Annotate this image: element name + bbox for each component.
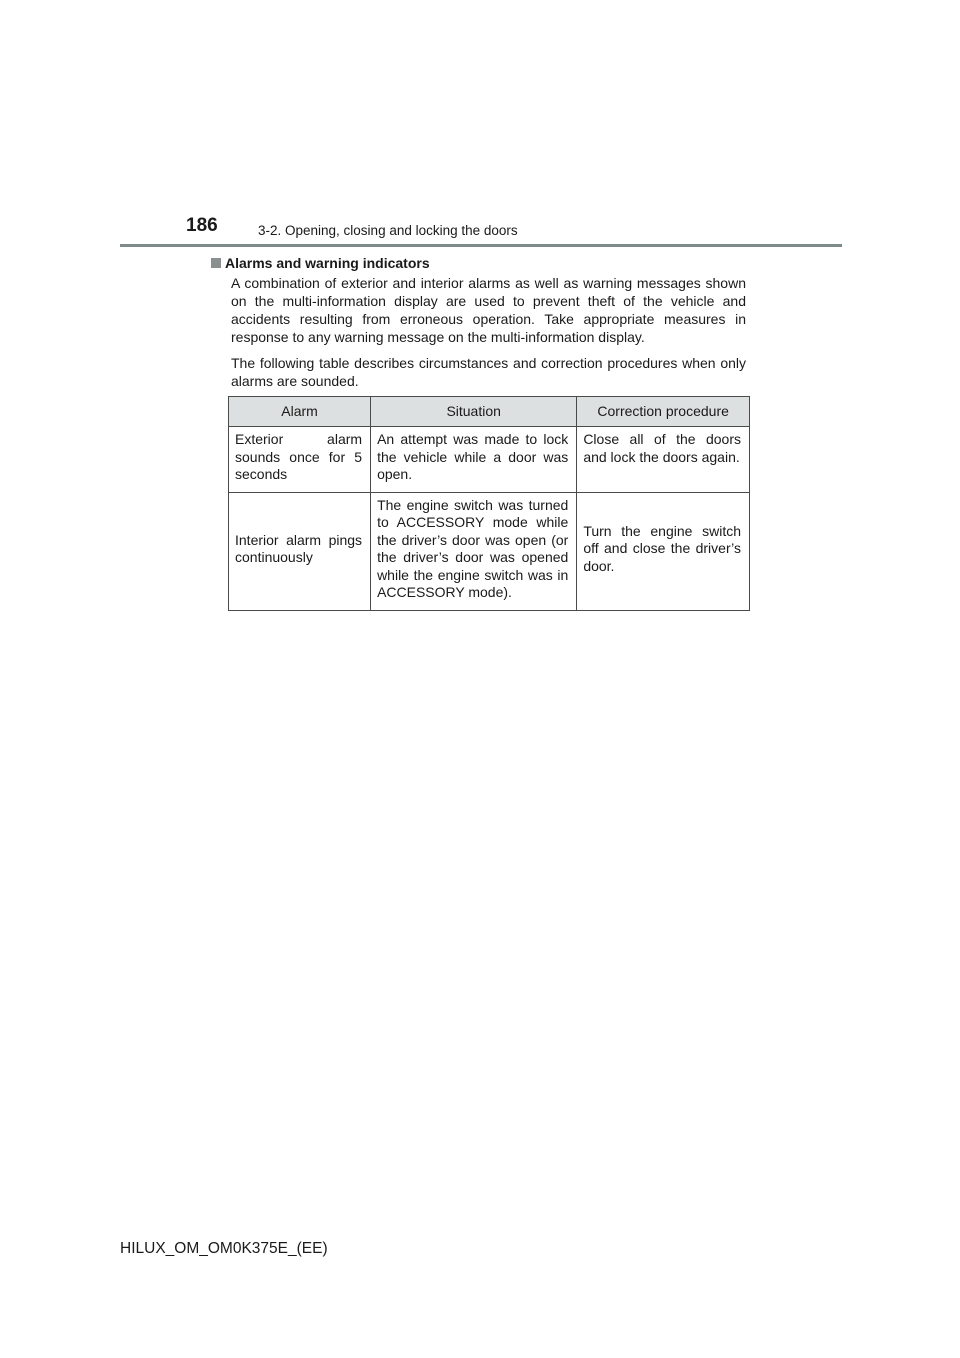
situation-cell: An attempt was made to lock the vehicle while a door was open. [371,427,577,493]
correction-cell: Close all of the doors and lock the doors again. [577,427,750,493]
section-title: 3-2. Opening, closing and locking the doors [258,223,518,238]
table-intro-paragraph: The following table describes circumstances and correction procedures when only alarms are sounded. [231,355,746,389]
subheading [211,255,746,271]
page-header [120,215,842,247]
table-row [229,427,750,493]
document-code: HILUX_OM_OM0K375E_(EE) [120,1240,328,1257]
alarm-cell: Exterior alarm sounds once for 5 seconds [229,427,371,493]
situation-cell: The engine switch was turned to ACCESSORY mode while the driver’s door was open (or the driver’s door was opened while the engine switch was in ACCESSORY mode). [371,492,577,610]
correction-cell: Turn the engine switch off and close the driver’s door. [577,492,750,610]
page-number: 186 [186,215,218,236]
alarm-cell: Interior alarm pings continuously [229,492,371,610]
body-content [211,255,746,390]
alarm-table [228,396,750,611]
column-header-alarm: Alarm [229,397,371,427]
table-header-row [229,397,750,427]
subheading-text: Alarms and warning indicators [225,255,430,271]
header-divider [120,244,842,247]
column-header-correction: Correction procedure [577,397,750,427]
square-bullet-icon [211,258,221,268]
table-row [229,492,750,610]
column-header-situation: Situation [371,397,577,427]
intro-paragraph: A combination of exterior and interior alarms as well as warning messages shown on the multi-information display are used to prevent theft of the vehicle and accidents resulting from erroneous operation. Take appropriate measures in response to any warning message on the multi-information display. [231,275,746,345]
